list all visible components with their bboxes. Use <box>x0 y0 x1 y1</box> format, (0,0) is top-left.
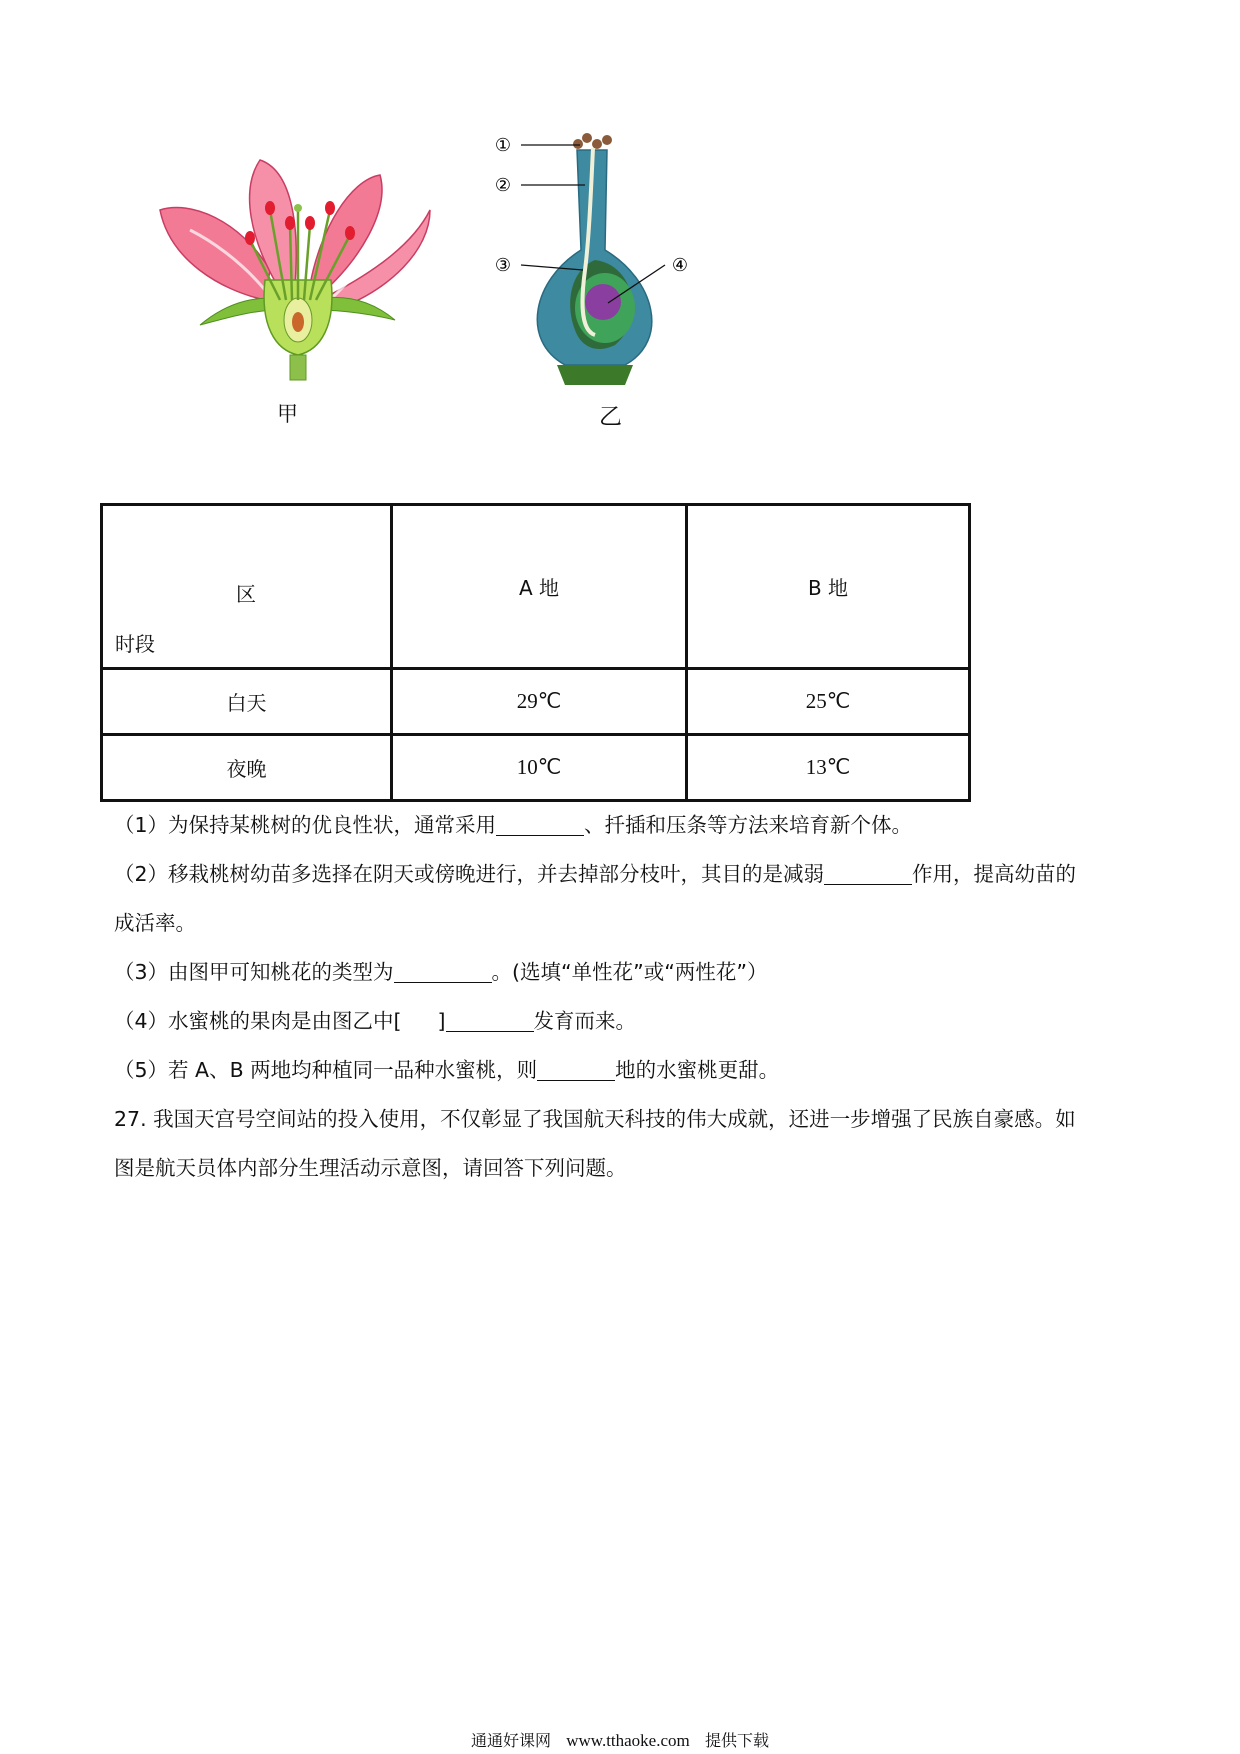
footer-url[interactable]: www.tthaoke.com <box>566 1731 690 1750</box>
period-cell: 夜晚 <box>102 735 392 801</box>
label-1: ① <box>494 135 512 156</box>
figure-yi-caption: 乙 <box>599 404 622 430</box>
peach-flower-figure <box>150 150 440 390</box>
question-2-continued: 成活率。 <box>114 911 196 935</box>
temp-b-cell: 25℃ <box>687 669 970 735</box>
header-a: A 地 <box>392 505 687 669</box>
table-row <box>102 735 970 801</box>
temp-b-cell: 13℃ <box>687 735 970 801</box>
question-27-line1: 27. 我国天宫号空间站的投入使用，不仅彰显了我国航天科技的伟大成就，还进一步增强了民族自豪感。如 <box>114 1107 1076 1131</box>
table-row <box>102 669 970 735</box>
footer-site: 通通好课网 <box>470 1731 551 1750</box>
page-footer <box>0 1728 1240 1751</box>
label-2: ② <box>494 175 512 196</box>
question-27-line2: 图是航天员体内部分生理活动示意图，请回答下列问题。 <box>114 1156 627 1180</box>
corner-region-label: 区 <box>236 582 256 606</box>
header-b: B 地 <box>687 505 970 669</box>
temp-a-cell: 29℃ <box>392 669 687 735</box>
pistil-figure <box>485 130 705 400</box>
answer-blank[interactable] <box>496 813 584 836</box>
answer-blank[interactable] <box>394 960 492 983</box>
answer-blank[interactable] <box>824 862 912 885</box>
question-4: （4）水蜜桃的果肉是由图乙中[ ] 发育而来。 <box>114 1009 637 1033</box>
question-2: （2）移栽桃树幼苗多选择在阴天或傍晚进行，并去掉部分枝叶，其目的是减弱 作用，提高幼苗的 <box>114 862 1077 886</box>
answer-blank[interactable] <box>446 1009 534 1032</box>
temperature-table <box>100 503 971 802</box>
corner-period-label: 时段 <box>115 632 155 656</box>
question-5: （5）若 A、B 两地均种植同一品种水蜜桃，则 地的水蜜桃更甜。 <box>114 1058 780 1082</box>
answer-blank[interactable] <box>537 1058 615 1081</box>
figure-jia-caption: 甲 <box>277 402 298 426</box>
label-3: ③ <box>494 255 512 276</box>
period-cell: 白天 <box>102 669 392 735</box>
question-3: （3）由图甲可知桃花的类型为 。(选填“单性花”或“两性花”） <box>114 960 768 984</box>
label-4: ④ <box>671 255 689 276</box>
temp-a-cell: 10℃ <box>392 735 687 801</box>
table-corner-cell <box>102 505 392 669</box>
footer-note: 提供下载 <box>705 1731 770 1750</box>
question-1: （1）为保持某桃树的优良性状，通常采用 、扦插和压条等方法来培育新个体。 <box>114 813 913 837</box>
